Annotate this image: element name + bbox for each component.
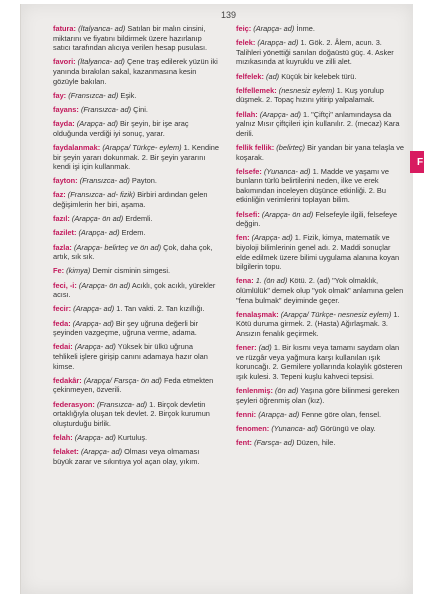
grammar-note: (Arapça/ Türkçe- eylem): [102, 142, 182, 152]
grammar-note: (İtalyanca- ad): [77, 57, 125, 67]
grammar-note: (belirteç): [276, 142, 306, 152]
dictionary-entry: [53, 447, 219, 466]
headword: fazilet:: [53, 228, 77, 238]
dictionary-entry: [53, 433, 219, 443]
definition: Olması veya olmaması büyük zarar ve sıkıntıya yol açan olay, yıkım.: [53, 447, 200, 466]
definition: Görüngü ve olay.: [319, 424, 376, 434]
headword: fenalaşmak:: [236, 309, 279, 319]
letter-tab: F: [410, 151, 424, 173]
grammar-note: (ad): [266, 71, 280, 81]
definition: Çok, daha çok, artık, sık sık.: [53, 242, 213, 262]
definition: Bir şeyin, bir işe araç olduğunda verdiği iyi sonuç, yarar.: [53, 119, 189, 138]
grammar-note: (ön ad): [275, 386, 299, 396]
dictionary-entry: [236, 343, 406, 381]
dictionary-entry: [53, 228, 219, 238]
grammar-note: (Arapça- ad): [258, 409, 300, 419]
grammar-note: (Arapça- ad): [72, 318, 114, 328]
headword: feda:: [53, 318, 71, 328]
dictionary-entry: [53, 319, 219, 338]
definition: Birbiri ardından gelen değişimlerin her biri, aşama.: [53, 190, 208, 210]
dictionary-entry: [53, 143, 219, 172]
definition: İnme.: [296, 24, 315, 33]
left-column: [53, 24, 219, 471]
grammar-note: (Fransızca- ad): [80, 104, 132, 114]
grammar-note: (kimya): [66, 266, 91, 276]
dictionary-entry: [53, 190, 219, 209]
headword: fenomen:: [236, 424, 270, 434]
dictionary-entry: [53, 91, 219, 101]
grammar-note: (Arapça- ad): [251, 233, 293, 243]
grammar-note: (Arapça/ Farsça- ön ad): [83, 375, 162, 385]
definition: 1. Bir kısmı veya tamamı saydam olan ve rüzgâr veya yağmura karşı kullanılan ışık koruncağı. 2. Gemilere yollarında kolaylık gösteren ışık kulesi. 3. Tepeni kuşlu kahveci tepsisi.: [236, 343, 403, 381]
headword: fayans:: [53, 104, 79, 114]
dictionary-entry: [53, 376, 219, 395]
grammar-note: (Arapça- ad): [73, 304, 115, 314]
definition: Felsefeyle ilgili, felsefeye değgin.: [236, 209, 398, 229]
headword: feci, -i:: [53, 280, 77, 290]
definition: Bir yandan bir yana telaşla ve koşarak.: [236, 142, 405, 162]
dictionary-entry: [236, 310, 406, 339]
dictionary-entry: [236, 38, 406, 67]
definition: Çini.: [133, 104, 148, 114]
dictionary-page: [20, 4, 424, 594]
definition: Demir cisminin simgesi.: [92, 266, 171, 276]
dictionary-entry: [236, 143, 406, 162]
headword: fatura:: [53, 24, 76, 33]
definition: Payton.: [131, 176, 157, 186]
headword: felsefe:: [236, 166, 262, 176]
dictionary-entry: [236, 86, 406, 105]
grammar-note: (Arapça- ad): [78, 228, 120, 238]
headword: felsefi:: [236, 209, 260, 219]
headword: felfelek:: [236, 71, 264, 81]
definition: 1. Birçok devletin ortaklığıyla oluşan tek devlet. 2. Birçok kurumun oluşturduğu birlik.: [53, 399, 210, 428]
dictionary-entry: [236, 438, 406, 448]
headword: faydalanmak:: [53, 142, 101, 152]
dictionary-entry: [53, 119, 219, 138]
definition: 1. Kendine bir şeyin yararı dokunmak. 2. Bir şeyin yararını kendi işi için kullanmak.: [53, 142, 219, 172]
definition: Bir şey uğruna değerli bir şeyinden vazgeçme, uğruna verme, adama.: [53, 318, 199, 338]
grammar-note: (Arapça- ön ad): [71, 214, 124, 224]
grammar-note: (Arapça/ Türkçe- nesnesiz eylem): [280, 309, 392, 319]
grammar-note: (Arapça- ad): [74, 432, 116, 442]
definition: Eşik.: [120, 90, 137, 100]
definition: Acıklı, çok acıklı, yürekler acısı.: [53, 280, 216, 300]
dictionary-entry: [53, 214, 219, 224]
dictionary-entry: [236, 276, 406, 305]
definition: 1. Kötü duruma girmek. 2. (Hasta) Ağırlaşmak. 3. Ansızın fenalık geçirmek.: [236, 309, 400, 338]
definition: Küçük bir kelebek türü.: [281, 71, 357, 81]
grammar-note: (Arapça- ad): [74, 342, 116, 352]
definition: 1. Tan vakti. 2. Tan kızıllığı.: [116, 304, 205, 314]
definition: Erdem.: [121, 228, 146, 238]
dictionary-entry: [53, 342, 219, 371]
headword: fen:: [236, 233, 250, 243]
headword: fellah:: [236, 109, 258, 119]
definition: Satılan bir malın cinsini, miktarını ve fiyatını bildirmek üzere hazırlanıp satıcı tarafından alıcıya verilen hesap pusulası.: [53, 24, 208, 53]
definition: Yüksek bir ülkü uğruna tehlikeli işlere girişip canını adamaya hazır olan kimse.: [53, 342, 208, 371]
grammar-note: (Fransızca- ad): [79, 176, 130, 186]
grammar-note: (Fransızca- ad): [96, 399, 148, 409]
definition: 1. Madde ve yaşamı ve bunların türlü belirtilerini neden, ilke ve erek bakımından inceleyen düşünce etkinliği. 2. Bu etkinliğin verimlerini toplayan bilim.: [236, 166, 389, 205]
definition: Erdemli.: [125, 214, 153, 224]
dictionary-entry: [53, 266, 219, 276]
headword: fazıl:: [53, 214, 70, 224]
grammar-note: (Yunanca- ad): [263, 166, 311, 176]
definition: Düzen, hile.: [296, 438, 336, 448]
grammar-note: (Arapça- ad): [76, 119, 118, 129]
grammar-note: (Arapça- ad): [253, 24, 295, 33]
page-number: 139: [221, 10, 237, 20]
headword: fayton:: [53, 176, 78, 186]
headword: fedai:: [53, 342, 73, 352]
grammar-note: (Arapça- ön ad): [78, 280, 131, 290]
headword: Fe:: [53, 266, 65, 276]
grammar-note: (nesnesiz eylem): [278, 85, 335, 95]
definition: Kötü. 2. (ad) "Yok olmaklık, ölümlülük" demek olup "yok olmak" anlamına gelen "fena bulmak" deyiminde geçer.: [236, 276, 404, 305]
grammar-note: (İtalyanca- ad): [78, 24, 126, 33]
dictionary-entry: [53, 105, 219, 115]
grammar-note: (Fransızca- ad): [68, 90, 119, 100]
grammar-note: (Yunanca- ad): [271, 424, 318, 434]
dictionary-entry: [236, 233, 406, 271]
dictionary-entry: [53, 304, 219, 314]
definition: Kurtuluş.: [117, 432, 148, 442]
headword: fent:: [236, 438, 253, 448]
dictionary-entry: [236, 410, 406, 420]
dictionary-entry: [53, 281, 219, 300]
definition: 1. Gök. 2. Âlem, acun. 3. Talihleri yönettiği sanılan doğaüstü güç. 4. Asker mızıkasında at kuyruklu ve zilli alet.: [236, 38, 394, 67]
grammar-note: (Arapça- belirteç ve ön ad): [73, 242, 162, 252]
headword: fay:: [53, 90, 67, 100]
headword: fenlenmiş:: [236, 386, 273, 396]
headword: federasyon:: [53, 399, 95, 409]
headword: fellik fellik:: [236, 142, 275, 152]
dictionary-entry: [53, 57, 219, 86]
dictionary-entry: [53, 176, 219, 186]
headword: felaket:: [53, 447, 79, 457]
grammar-note: 1. (ön ad): [255, 276, 288, 286]
definition: 1. Kuş yorulup düşmek. 2. Topaç hızını yitirip yalpalamak.: [236, 85, 384, 105]
headword: fazla:: [53, 242, 72, 252]
right-column: [236, 24, 406, 452]
headword: favori:: [53, 57, 76, 67]
dictionary-entry: [236, 210, 406, 229]
definition: Fenne göre olan, fensel.: [301, 409, 382, 419]
dictionary-entry: [236, 24, 406, 34]
grammar-note: (Fransızca- ad- fizik): [67, 190, 136, 200]
headword: feiç:: [236, 24, 252, 33]
definition: Feda etmekten çekinmeyen, özverili.: [53, 375, 214, 395]
grammar-note: (ad): [258, 343, 272, 353]
definition: Yaşına göre bilinmesi gereken şeyleri öğrenmiş olan (kız).: [236, 386, 400, 405]
grammar-note: (Farsça- ad): [254, 438, 295, 448]
headword: felfellemek:: [236, 85, 277, 95]
grammar-note: (Arapça- ad): [257, 38, 299, 48]
dictionary-entry: [236, 167, 406, 205]
headword: faz:: [53, 190, 66, 200]
grammar-note: (Arapça- ad): [80, 447, 123, 457]
dictionary-entry: [53, 243, 219, 262]
headword: fayda:: [53, 119, 75, 129]
grammar-note: (Arapça- ön ad): [261, 209, 314, 219]
headword: felah:: [53, 432, 73, 442]
dictionary-entry: [236, 72, 406, 82]
headword: fenni:: [236, 409, 257, 419]
dictionary-entry: [236, 424, 406, 434]
headword: fena:: [236, 276, 254, 286]
dictionary-entry: [236, 110, 406, 139]
dictionary-entry: [53, 400, 219, 429]
headword: fedakâr:: [53, 375, 82, 385]
headword: fecir:: [53, 304, 72, 314]
definition: 1. "Çiftçi" anlamındaysa da yalnız Mısır çiftçileri için kullanılır. 2. (mecaz) Kara derili.: [236, 109, 400, 138]
dictionary-entry: [236, 386, 406, 405]
headword: felek:: [236, 38, 256, 48]
definition: 1. Fizik, kimya, matematik ve biyoloji bilimlerinin genel adı. 2. Maddi sonuçlar elde edilmek üzere bilimi uygulama alanına koyan bilgilerin topu.: [236, 233, 400, 272]
headword: fener:: [236, 343, 257, 353]
dictionary-entry: [53, 24, 219, 53]
definition: Çene traş edilerek yüzün iki yanında bırakılan sakal, kazanmasına kesin gözüyle bakılan.: [53, 57, 218, 86]
grammar-note: (Arapça- ad): [259, 109, 301, 119]
